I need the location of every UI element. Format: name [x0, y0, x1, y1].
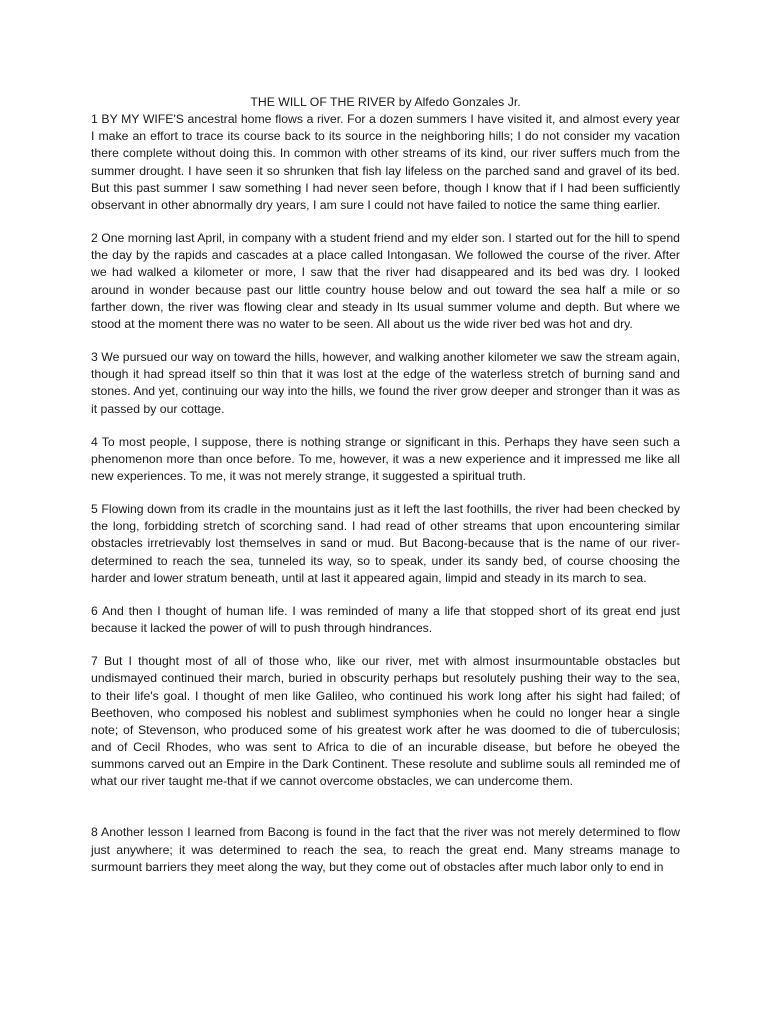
document-title: THE WILL OF THE RIVER by Alfedo Gonzales Jr. — [250, 95, 521, 109]
paragraph-7: 7 But I thought most of all of those who, like our river, met with almost insurmountable obstacles but undismayed continued their march, buried in obscurity perhaps but resolutely pushing their way to the sea, to their life's goal. I thought of men like Galileo, who continued his work long after his sight had failed; of Beethoven, who composed his noblest and sublimest symphonies when he could no longer hear a single note; of Stevenson, who produced some of his greatest work after he was doomed to die of tuberculosis; and of Cecil Rhodes, who was sent to Africa to die of an incurable disease, but before he obeyed the summons carved out an Empire in the Dark Continent. These resolute and sublime souls all reminded me of what our river taught me-that if we cannot overcome obstacles, we can undercome them. — [91, 654, 680, 789]
paragraph-5: 5 Flowing down from its cradle in the mountains just as it left the last foothills, the river had been checked by the long, forbidding stretch of scorching sand. I had read of other streams that upon encountering similar obstacles irretrievably lost themselves in sand or mud. But Bacong-because that is the name of our river-determined to reach the sea, tunneled its way, so to speak, under its sandy bed, of course choosing the harder and lower stratum beneath, until at last it appeared again, limpid and steady in its march to sea. — [91, 502, 680, 585]
paragraph-1: 1 BY MY WIFE'S ancestral home flows a river. For a dozen summers I have visited it, and almost every year I make an effort to trace its course back to its source in the neighboring hills; I do not consider my vacation there complete without doing this. In common with other streams of its kind, our river suffers much from the summer drought. I have seen it so shrunken that fish lay lifeless on the parched sand and gravel of its bed. But this past summer I saw something I had never seen before, though I know that if I had been sufficiently observant in other abnormally dry years, I am sure I could not have failed to notice the same thing earlier. — [91, 112, 680, 212]
paragraph-6: 6 And then I thought of human life. I was reminded of many a life that stopped short of its great end just because it lacked the power of will to push through hindrances. — [91, 603, 680, 636]
paragraph-3: 3 We pursued our way on toward the hills, however, and walking another kilometer we saw the stream again, though it had spread itself so thin that it was lost at the edge of the waterless stretch of burning sand and stones. And yet, continuing our way into the hills, we found the river grow deeper and stronger than it was as it passed by our cottage. — [91, 350, 680, 416]
paragraph-4: 4 To most people, I suppose, there is nothing strange or significant in this. Perhaps they have seen such a phenomenon more than once before. To me, however, it was a new experience and it impressed me like all new experiences. To me, it was not merely strange, it suggested a spiritual truth. — [91, 434, 680, 483]
paragraph-8: 8 Another lesson I learned from Bacong is found in the fact that the river was not merely determined to flow just anywhere; it was determined to reach the sea, to reach the great end. Many streams manage to surmount barriers they meet along the way, but they come out of obstacles after much labor only to end in — [91, 825, 680, 874]
paragraph-2: 2 One morning last April, in company with a student friend and my elder son. I started out for the hill to spend the day by the rapids and cascades at a place called Intongasan. We followed the course of the river. After we had walked a kilometer or more, I saw that the river had disappeared and its bed was dry. I looked around in wonder because past our little country house below and out toward the sea half a mile or so farther down, the river was flowing clear and steady in Its usual summer volume and depth. But where we stood at the moment there was no water to be seen. All about us the wide river bed was hot and dry. — [91, 231, 680, 331]
